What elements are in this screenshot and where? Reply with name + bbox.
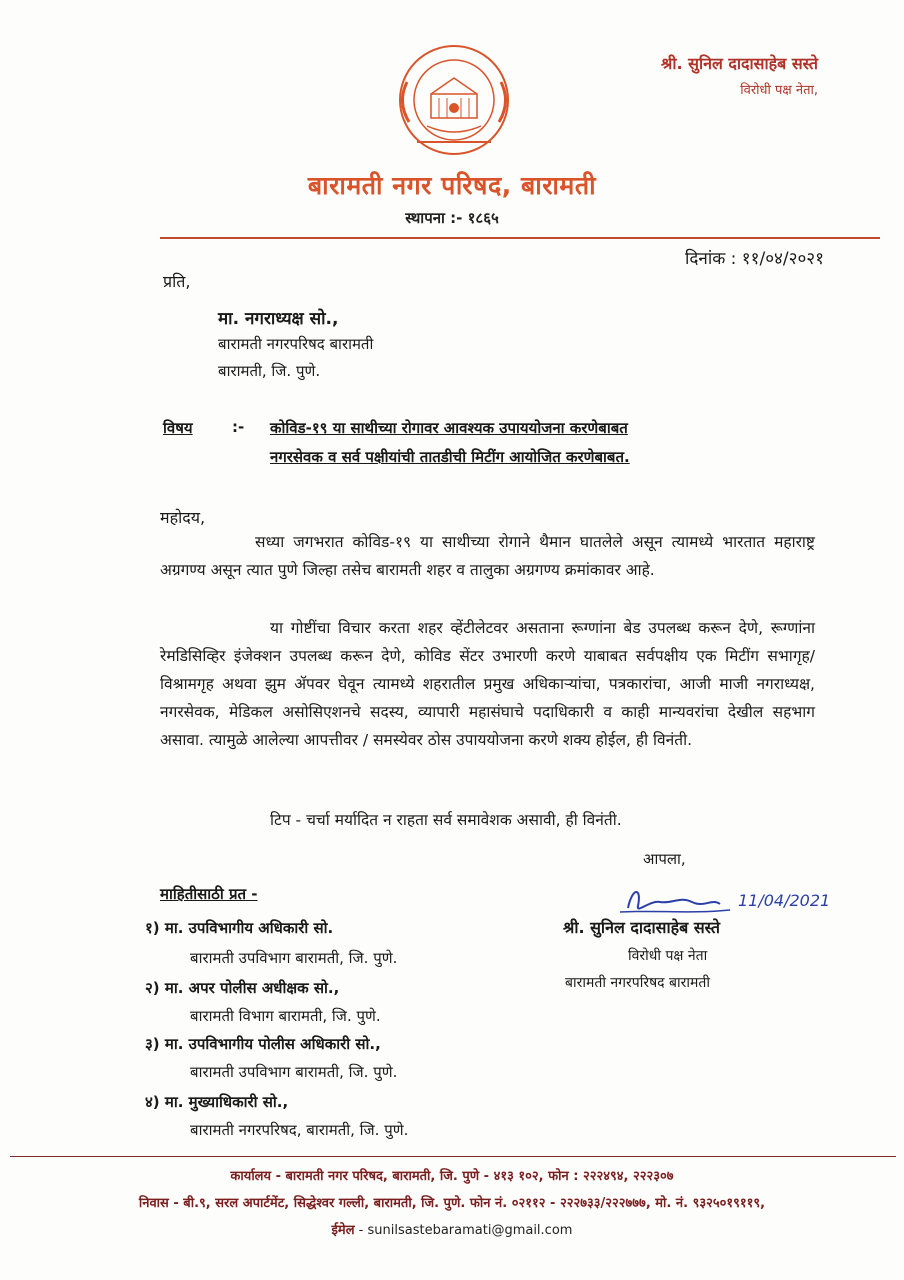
copies-heading: माहितीसाठी प्रत - xyxy=(160,885,258,903)
copy-recipient-address: बारामती नगरपरिषद, बारामती, जि. पुणे. xyxy=(190,1121,409,1139)
municipal-seal xyxy=(387,42,521,158)
footer-office xyxy=(0,1166,904,1184)
copy-recipient-address: बारामती उपविभाग बारामती, जि. पुणे. xyxy=(190,1063,398,1081)
footer-divider xyxy=(10,1156,896,1157)
copy-recipient-address: बारामती उपविभाग बारामती, जि. पुणे. xyxy=(190,949,398,967)
footer-residence-label: निवास xyxy=(138,1196,169,1211)
header-divider xyxy=(160,237,880,239)
handwritten-signature xyxy=(620,880,850,920)
signature-date: 11/04/2021 xyxy=(738,891,831,910)
recipient-title: मा. नगराध्यक्ष सो., xyxy=(218,309,339,329)
body-paragraph-2: या गोष्टींचा विचार करता शहर व्हेंटीलेटवर असताना रूग्णांना बेड उपलब्ध करून देणे, रूग्णांना रेमडिसिव्हिर इंजेक्शन उपलब्ध करून देणे, कोविड सेंटर उभारणी करणे याबाबत सर्वपक्षीय एक मिटींग सभागृह/विश्रामगृह अथवा झुम ॲपवर घेवून त्यामध्ये शहरातील प्रमुख अधिकाऱ्यांचा, पत्रकारांचा, आजी माजी नगराध्यक्ष, नगरसेवक, मेडिकल असोसिएशनचे सदस्य, व्यापारी महासंघाचे पदाधिकारी व काही मान्यवरांचा देखील सहभाग असावा. त्यामुळे आलेल्या आपत्तीवर / समस्येवर ठोस उपाययोजना करणे शक्य होईल, ही विनंती. xyxy=(160,619,815,749)
organization-title: बारामती नगर परिषद, बारामती xyxy=(307,171,597,200)
signatory-name: श्री. सुनिल दादासाहेब सस्ते xyxy=(563,918,720,937)
copy-recipient-address: बारामती विभाग बारामती, जि. पुणे. xyxy=(190,1007,381,1025)
recipient-prefix: प्रति, xyxy=(163,272,191,291)
signatory-org: बारामती नगरपरिषद बारामती xyxy=(565,975,711,991)
established-line: स्थापना :- १८६५ xyxy=(405,209,499,227)
body-paragraph-1: सध्या जगभरात कोविड-१९ या साथीच्या रोगाने थैमान घातलेले असून त्यामध्ये भारतात महाराष्ट्र अग्रगण्य असून त्यात पुणे जिल्हा तसेच बारामती शहर व तालुका अग्रगण्य क्रमांकावर आहे. xyxy=(160,533,815,579)
subject-line-2: नगरसेवक व सर्व पक्षीयांची तातडीची मिटींग आयोजित करणेबाबत. xyxy=(270,448,630,466)
copy-recipient: ४) मा. मुख्याधिकारी सो., xyxy=(145,1093,289,1111)
footer-office-text: - बारामती नगर परिषद, बारामती, जि. पुणे - ४१३ १०२, फोन : २२२४९४, २२२३०७ xyxy=(271,1169,674,1184)
header-post: विरोधी पक्ष नेता, xyxy=(740,83,818,98)
salutation: महोदय, xyxy=(160,508,206,527)
copy-recipient: २) मा. अपर पोलीस अधीक्षक सो., xyxy=(145,979,340,997)
footer-email-text[interactable]: - sunilsastebaramati@gmail.com xyxy=(354,1223,573,1238)
footer-email xyxy=(0,1220,904,1238)
copy-recipient: ३) मा. उपविभागीय पोलीस अधिकारी सो., xyxy=(145,1035,381,1053)
copy-recipient: १) मा. उपविभागीय अधिकारी सो. xyxy=(145,919,334,937)
subject-label: विषय xyxy=(163,419,193,437)
header-name: श्री. सुनिल दादासाहेब सस्ते xyxy=(661,54,818,73)
body-note: टिप - चर्चा मर्यादित न राहता सर्व समावेशक असावी, ही विनंती. xyxy=(270,811,622,829)
closing: आपला, xyxy=(643,850,686,868)
recipient-office: बारामती नगरपरिषद बारामती xyxy=(218,335,374,353)
footer-residence xyxy=(0,1193,904,1211)
footer-residence-text: - बी.९, सरल अपार्टमेंट, सिद्धेश्वर गल्ली, बारामती, जि. पुणे. फोन नं. ०२११२ - २२२७३३/२२२७७७, मो. नं. ९३२५०१९११९, xyxy=(168,1196,766,1211)
footer-email-label: ईमेल xyxy=(331,1223,355,1238)
letter-date: दिनांक : ११/०४/२०२१ xyxy=(684,249,824,269)
recipient-city: बारामती, जि. पुणे. xyxy=(218,362,321,380)
subject-line-1: कोविड-१९ या साथीच्या रोगावर आवश्यक उपाययोजना करणेबाबत xyxy=(270,419,628,437)
footer-office-label: कार्यालय xyxy=(230,1169,272,1184)
signatory-post: विरोधी पक्ष नेता xyxy=(628,948,708,964)
subject-colon: :- xyxy=(232,418,245,436)
